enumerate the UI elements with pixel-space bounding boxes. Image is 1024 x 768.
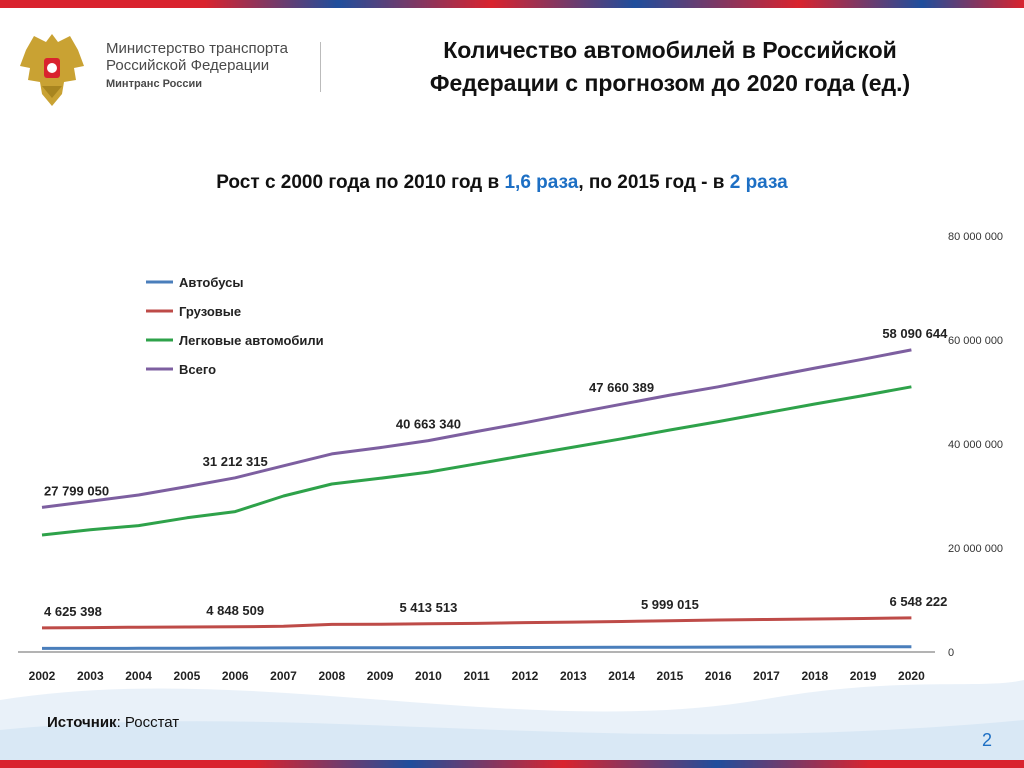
- data-label-total: 27 799 050: [44, 483, 110, 499]
- y-tick-label: 0: [948, 647, 955, 659]
- bottom-tricolor-stripe: [0, 760, 1024, 768]
- legend-label-total: Всего: [179, 362, 217, 377]
- legend-label-buses: Автобусы: [179, 275, 244, 290]
- data-label-trucks: 6 548 222: [889, 593, 948, 609]
- x-tick-label: 2015: [656, 669, 684, 683]
- page-number: 2: [982, 730, 993, 750]
- subtitle-highlight-1: 1,6 раза: [504, 172, 579, 193]
- source-value: : Росстат: [116, 714, 180, 731]
- series-line-buses: [42, 647, 911, 649]
- y-tick-label: 60 000 000: [948, 335, 1004, 347]
- x-tick-label: 2017: [753, 669, 780, 683]
- y-tick-label: 80 000 000: [948, 231, 1004, 243]
- x-tick-label: 2009: [366, 669, 394, 683]
- x-tick-label: 2011: [463, 669, 490, 683]
- ministry-name-line2: Российской Федерации: [106, 57, 270, 74]
- data-label-total: 47 660 389: [589, 380, 655, 396]
- data-label-trucks: 5 999 015: [640, 596, 699, 612]
- ministry-name-line1: Министерство транспорта: [106, 40, 288, 57]
- x-tick-label: 2019: [849, 669, 877, 683]
- x-tick-label: 2014: [608, 669, 635, 683]
- slide-title-line2: Федерации с прогнозом до 2020 года (ед.): [429, 70, 911, 96]
- series-line-trucks: [42, 618, 911, 628]
- x-tick-label: 2005: [173, 669, 201, 683]
- x-tick-label: 2018: [801, 669, 829, 683]
- x-tick-label: 2013: [559, 669, 587, 683]
- x-tick-label: 2002: [28, 669, 56, 683]
- data-label-trucks: 5 413 513: [399, 599, 458, 615]
- legend-label-cars: Легковые автомобили: [179, 333, 324, 348]
- subtitle-highlight-2: 2 раза: [729, 172, 788, 193]
- data-label-total: 31 212 315: [202, 453, 268, 469]
- data-label-total: 58 090 644: [882, 325, 948, 341]
- slide-title-line1: Количество автомобилей в Российской: [443, 37, 897, 63]
- x-tick-label: 2003: [76, 669, 104, 683]
- x-tick-label: 2016: [704, 669, 732, 683]
- x-tick-label: 2007: [270, 669, 297, 683]
- series-line-cars: [42, 387, 911, 535]
- x-tick-label: 2012: [511, 669, 539, 683]
- subtitle-part1: Рост с 2000 года по 2010 год в: [216, 172, 505, 193]
- x-tick-label: 2004: [125, 669, 152, 683]
- source-note: [47, 714, 179, 731]
- y-tick-label: 20 000 000: [948, 543, 1004, 555]
- series-line-total: [42, 350, 911, 508]
- y-tick-label: 40 000 000: [948, 439, 1004, 451]
- ministry-short-name: Минтранс России: [106, 78, 203, 90]
- subtitle-part2: , по 2015 год - в: [578, 172, 730, 193]
- source-label: Источник: [47, 714, 117, 731]
- x-tick-label: 2020: [898, 669, 925, 683]
- data-label-trucks: 4 625 398: [44, 603, 102, 619]
- x-tick-label: 2006: [221, 669, 249, 683]
- x-tick-label: 2010: [415, 669, 442, 683]
- legend-label-trucks: Грузовые: [179, 304, 242, 319]
- data-label-total: 40 663 340: [395, 416, 461, 432]
- x-tick-label: 2008: [318, 669, 346, 683]
- data-label-trucks: 4 848 509: [206, 602, 265, 618]
